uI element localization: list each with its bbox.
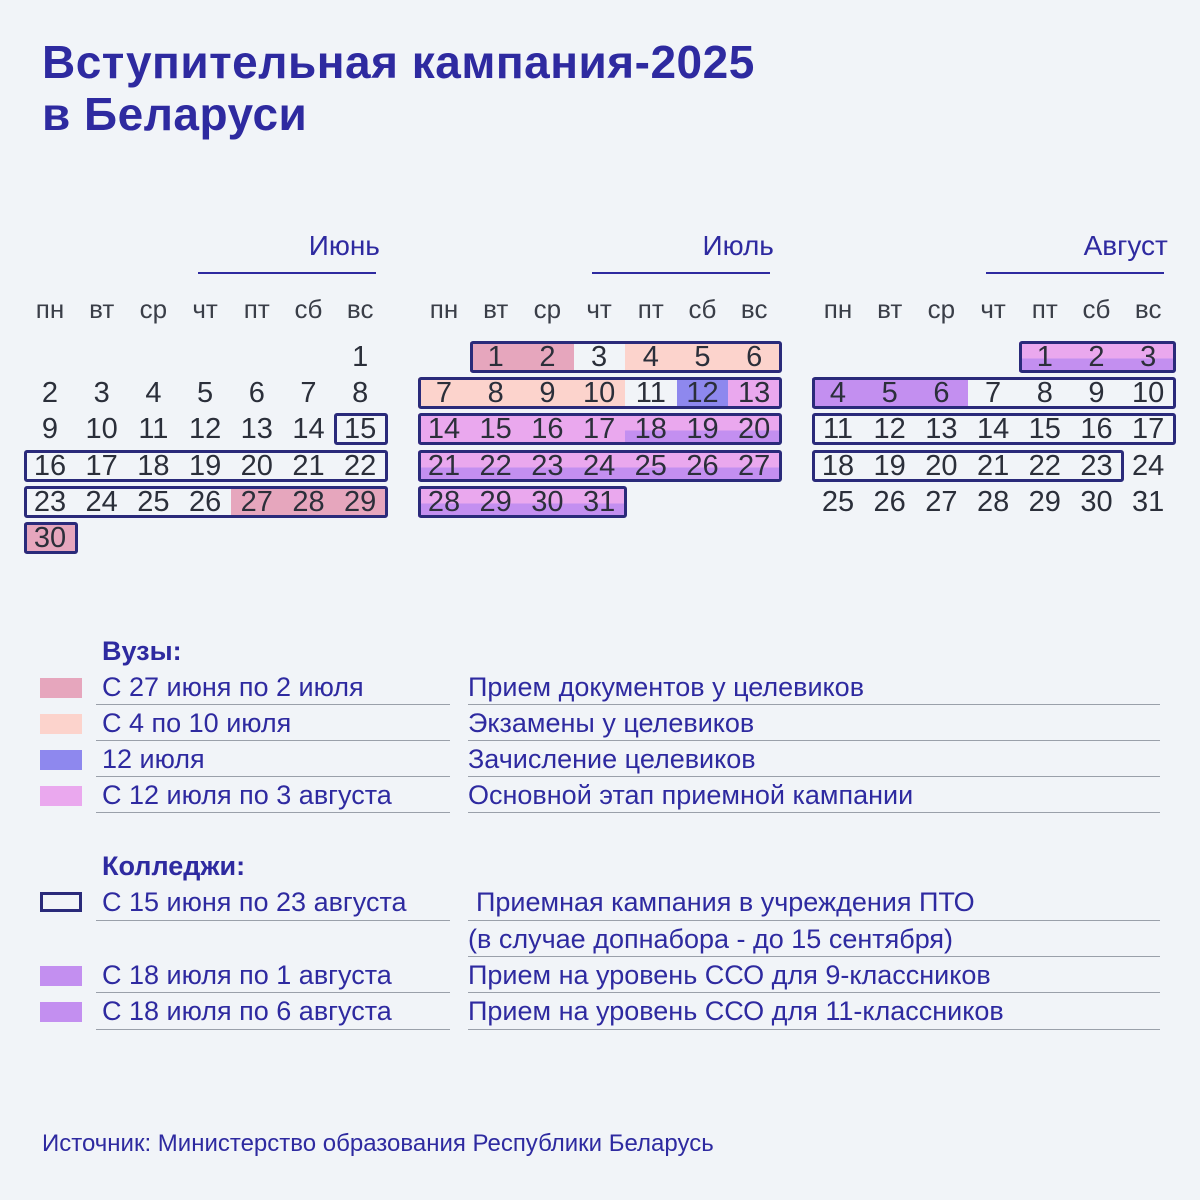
calendar-day: 12 xyxy=(188,413,222,446)
month-name: Июль xyxy=(702,230,774,261)
calendar-day: 9 xyxy=(41,413,59,446)
title-line-2: в Беларуси xyxy=(42,88,308,140)
calendar-day: 19 xyxy=(686,413,719,446)
calendar-day: 5 xyxy=(197,377,214,410)
legend-description: Основной этап приемной кампании xyxy=(468,780,914,810)
swatch-college-outline xyxy=(40,892,82,912)
calendar-day: 6 xyxy=(746,341,763,373)
calendar-day: 17 xyxy=(582,413,616,446)
weekday-label: вс xyxy=(1134,294,1162,324)
calendar-day: 28 xyxy=(427,485,461,518)
calendar-day: 29 xyxy=(1028,485,1061,518)
calendar-day: 4 xyxy=(642,341,659,373)
legend-description: Прием на уровень ССО для 9-классников xyxy=(468,960,991,990)
legend-description: Экзамены у целевиков xyxy=(468,708,755,738)
month-name: Июнь xyxy=(308,230,380,261)
weekday-label: чт xyxy=(586,294,612,324)
calendar-day: 8 xyxy=(1036,377,1053,410)
weekday-label: вс xyxy=(346,294,374,324)
calendar-day: 15 xyxy=(344,413,377,446)
calendar-day: 24 xyxy=(1132,449,1165,482)
weekday-label: сб xyxy=(1082,294,1111,324)
weekday-label: вт xyxy=(89,294,115,324)
calendar-day: 11 xyxy=(138,413,169,446)
calendar-day: 15 xyxy=(1028,413,1061,446)
calendar-day: 19 xyxy=(873,449,906,482)
calendar-day: 4 xyxy=(829,377,847,410)
calendar-day: 24 xyxy=(85,485,118,518)
legend-divider xyxy=(96,992,450,993)
weekday-label: пт xyxy=(1031,294,1058,324)
calendar-day: 20 xyxy=(240,449,273,482)
weekday-label: пт xyxy=(637,294,664,324)
legend-description: Прием документов у целевиков xyxy=(468,672,865,702)
calendar-day: 26 xyxy=(188,485,222,518)
legend-divider xyxy=(468,920,1160,921)
calendar-day: 10 xyxy=(85,413,118,446)
legend-divider xyxy=(468,1029,1160,1030)
calendar-day: 8 xyxy=(487,377,504,410)
calendar-day: 30 xyxy=(531,485,564,518)
month-underline xyxy=(986,272,1164,274)
legend-divider xyxy=(96,1029,450,1030)
legend-period: 12 июля xyxy=(102,744,205,774)
legend-period: С 27 июня по 2 июля xyxy=(102,672,364,702)
calendar-day: 23 xyxy=(531,449,564,482)
legend-period: С 18 июля по 1 августа xyxy=(102,960,392,990)
legend-divider xyxy=(468,812,1160,813)
weekday-label: чт xyxy=(192,294,218,324)
calendar-day: 1 xyxy=(487,341,504,373)
calendar-day: 19 xyxy=(188,449,222,482)
calendar-day: 25 xyxy=(634,449,667,482)
calendar-day: 9 xyxy=(539,377,556,410)
swatch-sso-11 xyxy=(40,1002,82,1022)
calendar-day: 3 xyxy=(93,377,110,410)
calendar-day: 5 xyxy=(881,377,898,410)
calendar-day: 9 xyxy=(1088,377,1105,410)
legend-divider xyxy=(96,920,450,921)
weekday-label: сб xyxy=(294,294,323,324)
weekday-label: пт xyxy=(243,294,270,324)
legend-divider xyxy=(96,812,450,813)
calendar-day: 15 xyxy=(479,413,512,446)
calendar-day: 17 xyxy=(1132,413,1165,446)
calendar-day: 21 xyxy=(427,449,461,482)
calendar-day: 14 xyxy=(427,413,461,446)
swatch-sso-9 xyxy=(40,966,82,986)
page-title xyxy=(42,36,755,140)
calendar-day: 28 xyxy=(976,485,1010,518)
calendar-day: 16 xyxy=(531,413,564,446)
calendar-day: 31 xyxy=(1132,485,1165,518)
calendar-day: 27 xyxy=(738,449,771,482)
swatch-targeted-exams xyxy=(40,714,82,734)
calendar-day: 27 xyxy=(240,485,273,518)
legend-description: Прием на уровень ССО для 11-классников xyxy=(468,996,1004,1026)
legend-period: С 4 по 10 июля xyxy=(102,708,292,738)
source-note: Источник: Министерство образования Республики Беларусь xyxy=(42,1130,714,1157)
calendar-day: 18 xyxy=(634,413,667,446)
month-underline xyxy=(592,272,770,274)
weekday-label: вс xyxy=(740,294,768,324)
legend-period: С 15 июня по 23 августа xyxy=(102,887,407,917)
calendar-day: 11 xyxy=(822,413,854,446)
calendar-day: 1 xyxy=(352,341,369,373)
universities-heading: Вузы: xyxy=(102,636,182,666)
legend-period: С 18 июля по 6 августа xyxy=(102,996,392,1026)
calendar-day: 6 xyxy=(248,377,265,410)
calendar-day: 22 xyxy=(1028,449,1061,482)
calendar-day: 21 xyxy=(292,449,325,482)
weekday-label: пн xyxy=(823,294,853,324)
weekday-label: пн xyxy=(35,294,65,324)
calendar-day: 5 xyxy=(694,341,711,373)
calendar-day: 3 xyxy=(1140,341,1157,373)
calendar-day: 13 xyxy=(925,413,958,446)
calendar-day: 31 xyxy=(582,485,616,518)
calendar-day: 6 xyxy=(933,377,950,410)
calendar-day: 1 xyxy=(1036,341,1053,373)
calendar-day: 7 xyxy=(435,377,453,410)
calendar-day: 10 xyxy=(582,377,616,410)
calendar-day: 13 xyxy=(738,377,771,410)
calendar-day: 12 xyxy=(873,413,906,446)
calendar-day: 29 xyxy=(344,485,377,518)
calendar-day: 17 xyxy=(85,449,118,482)
calendar-day: 10 xyxy=(1132,377,1165,410)
calendar-day: 7 xyxy=(300,377,317,410)
swatch-targeted-enroll xyxy=(40,750,82,770)
legend-divider xyxy=(468,956,1160,957)
calendar-day: 28 xyxy=(292,485,325,518)
calendar-day: 13 xyxy=(240,413,273,446)
calendar-day: 2 xyxy=(1088,341,1105,373)
calendar-day: 20 xyxy=(738,413,771,446)
swatch-main-stage xyxy=(40,786,82,806)
calendar-day: 23 xyxy=(1080,449,1113,482)
legend-description: Приемная кампания в учреждения ПТО xyxy=(476,887,975,917)
calendar-day: 2 xyxy=(41,377,59,410)
weekday-label: чт xyxy=(980,294,1006,324)
calendar-day: 22 xyxy=(479,449,512,482)
legend-divider xyxy=(468,776,1160,777)
calendar-day: 21 xyxy=(976,449,1010,482)
month-underline xyxy=(198,272,376,274)
calendar-day: 23 xyxy=(33,485,67,518)
title-line-1: Вступительная кампания-2025 xyxy=(42,36,755,88)
calendar-day: 26 xyxy=(686,449,719,482)
weekday-label: ср xyxy=(533,294,562,324)
legend-divider xyxy=(96,776,450,777)
calendar-day: 18 xyxy=(821,449,855,482)
weekday-label: вт xyxy=(877,294,903,324)
weekday-label: пн xyxy=(429,294,459,324)
calendar-day: 30 xyxy=(1080,485,1113,518)
calendar-day: 25 xyxy=(137,485,170,518)
legend-description-note: (в случае допнабора - до 15 сентября) xyxy=(468,924,954,954)
colleges-heading: Колледжи: xyxy=(102,851,246,881)
calendar-day: 14 xyxy=(976,413,1010,446)
calendar-day: 3 xyxy=(591,341,608,373)
weekday-label: ср xyxy=(139,294,168,324)
calendar-day: 24 xyxy=(582,449,616,482)
calendar-day: 30 xyxy=(33,522,67,554)
swatch-targeted-docs xyxy=(40,678,82,698)
calendar-day: 16 xyxy=(1080,413,1113,446)
calendar-day: 12 xyxy=(686,377,719,410)
calendar-day: 22 xyxy=(344,449,377,482)
calendar-day: 26 xyxy=(873,485,906,518)
calendar-day: 25 xyxy=(821,485,855,518)
calendar-day: 27 xyxy=(925,485,958,518)
legend-divider xyxy=(96,704,450,705)
calendar-day: 4 xyxy=(145,377,162,410)
calendar-day: 18 xyxy=(137,449,170,482)
calendar-day: 20 xyxy=(925,449,958,482)
calendar-day: 29 xyxy=(479,485,512,518)
legend-description: Зачисление целевиков xyxy=(468,744,756,774)
calendar-day: 11 xyxy=(635,377,666,410)
legend-divider xyxy=(468,704,1160,705)
legend-divider xyxy=(468,992,1160,993)
calendar-day: 14 xyxy=(292,413,325,446)
calendar-day: 8 xyxy=(352,377,369,410)
calendar-day: 2 xyxy=(539,341,556,373)
legend-period: С 12 июля по 3 августа xyxy=(102,780,392,810)
month-name: Август xyxy=(1083,230,1168,261)
legend-divider xyxy=(468,740,1160,741)
calendar-day: 16 xyxy=(33,449,67,482)
weekday-label: сб xyxy=(688,294,717,324)
calendar-day: 7 xyxy=(985,377,1002,410)
weekday-label: вт xyxy=(483,294,509,324)
weekday-label: ср xyxy=(927,294,956,324)
legend-divider xyxy=(96,740,450,741)
